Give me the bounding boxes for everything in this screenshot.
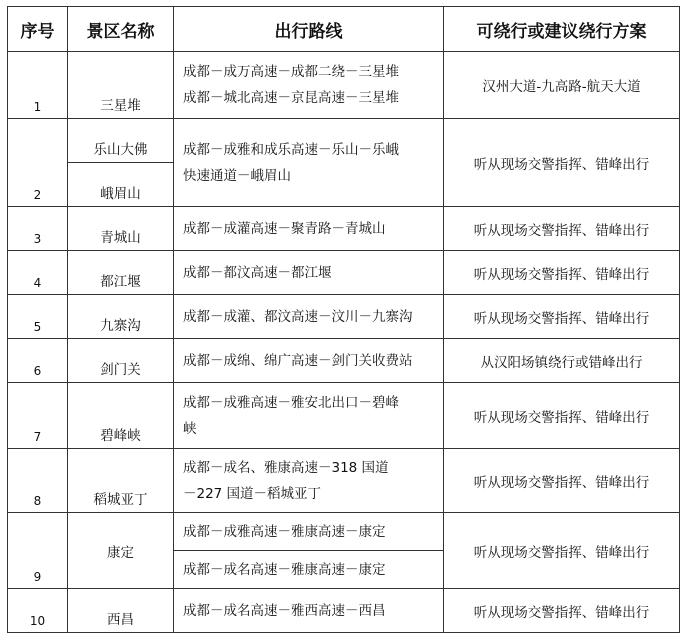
table-row [8,449,680,513]
route-cell [174,339,444,383]
row-number: 8 [8,449,68,513]
scenic-name: 稻城亚丁 [68,449,174,513]
detour-plan: 听从现场交警指挥、错峰出行 [444,383,680,449]
table-row [8,383,680,449]
route-line: 成都－成万高速－成都二绕－三星堆 [183,64,399,80]
detour-plan: 汉州大道-九高路-航天大道 [444,52,680,119]
header-no: 序号 [8,7,68,52]
table-row [8,589,680,633]
row-number: 1 [8,52,68,119]
table-row [8,295,680,339]
route-cell [174,251,444,295]
scenic-name: 三星堆 [68,52,174,119]
detour-plan: 听从现场交警指挥、错峰出行 [444,589,680,633]
table-row [8,207,680,251]
route-cell [174,119,444,207]
route-cell: 成都－成雅高速－雅康高速－康定 [174,513,444,551]
detour-plan: 从汉阳场镇绕行或错峰出行 [444,339,680,383]
row-number: 6 [8,339,68,383]
row-number: 10 [8,589,68,633]
scenic-name: 碧峰峡 [68,383,174,449]
traffic-route-table [7,6,680,633]
detour-plan: 听从现场交警指挥、错峰出行 [444,513,680,589]
header-name: 景区名称 [68,7,174,52]
route-line: 峡 [183,420,197,437]
detour-plan: 听从现场交警指挥、错峰出行 [444,251,680,295]
route-cell [174,52,444,119]
route-line: 成都－成名高速－雅西高速－西昌 [183,602,386,619]
route-cell: 成都－成名高速－雅康高速－康定 [174,551,444,589]
detour-plan: 听从现场交警指挥、错峰出行 [444,449,680,513]
route-line: 成都－成雅高速－雅安北出口－碧峰 [183,394,399,411]
scenic-name: 九寨沟 [68,295,174,339]
route-cell [174,383,444,449]
route-line: 成都－成灌高速－聚青路－青城山 [183,220,386,237]
row-number: 7 [8,383,68,449]
scenic-name: 都江堰 [68,251,174,295]
row-number: 4 [8,251,68,295]
detour-plan: 听从现场交警指挥、错峰出行 [444,207,680,251]
row-number: 2 [8,119,68,207]
header-row [8,7,680,52]
row-number: 5 [8,295,68,339]
route-line: 成都－城北高速－京昆高速－三星堆 [183,90,399,106]
scenic-name: 乐山大佛 [68,119,174,163]
scenic-name: 青城山 [68,207,174,251]
route-cell [174,207,444,251]
route-cell [174,295,444,339]
table-row [8,119,680,163]
route-cell [174,449,444,513]
scenic-name: 剑门关 [68,339,174,383]
table-row [8,52,680,119]
route-line: 成都－都汶高速－都江堰 [183,264,332,281]
row-number: 3 [8,207,68,251]
route-cell [174,589,444,633]
route-line: －227 国道－稻城亚丁 [183,485,322,502]
route-line: 成都－成灌、都汶高速－汶川－九寨沟 [183,308,413,325]
detour-plan: 听从现场交警指挥、错峰出行 [444,119,680,207]
route-line: 成都－成雅和成乐高速－乐山－乐峨 [183,141,399,158]
scenic-name: 峨眉山 [68,163,174,207]
route-line: 成都－成绵、绵广高速－剑门关收费站 [183,352,413,369]
route-line: 快速通道－峨眉山 [183,167,291,184]
header-route: 出行路线 [174,7,444,52]
route-line: 成都－成名、雅康高速－318 国道 [183,459,389,476]
table-row [8,251,680,295]
table-row [8,339,680,383]
row-number: 9 [8,513,68,589]
detour-plan: 听从现场交警指挥、错峰出行 [444,295,680,339]
scenic-name: 西昌 [68,589,174,633]
header-plan: 可绕行或建议绕行方案 [444,7,680,52]
scenic-name: 康定 [68,513,174,589]
table-row [8,513,680,551]
